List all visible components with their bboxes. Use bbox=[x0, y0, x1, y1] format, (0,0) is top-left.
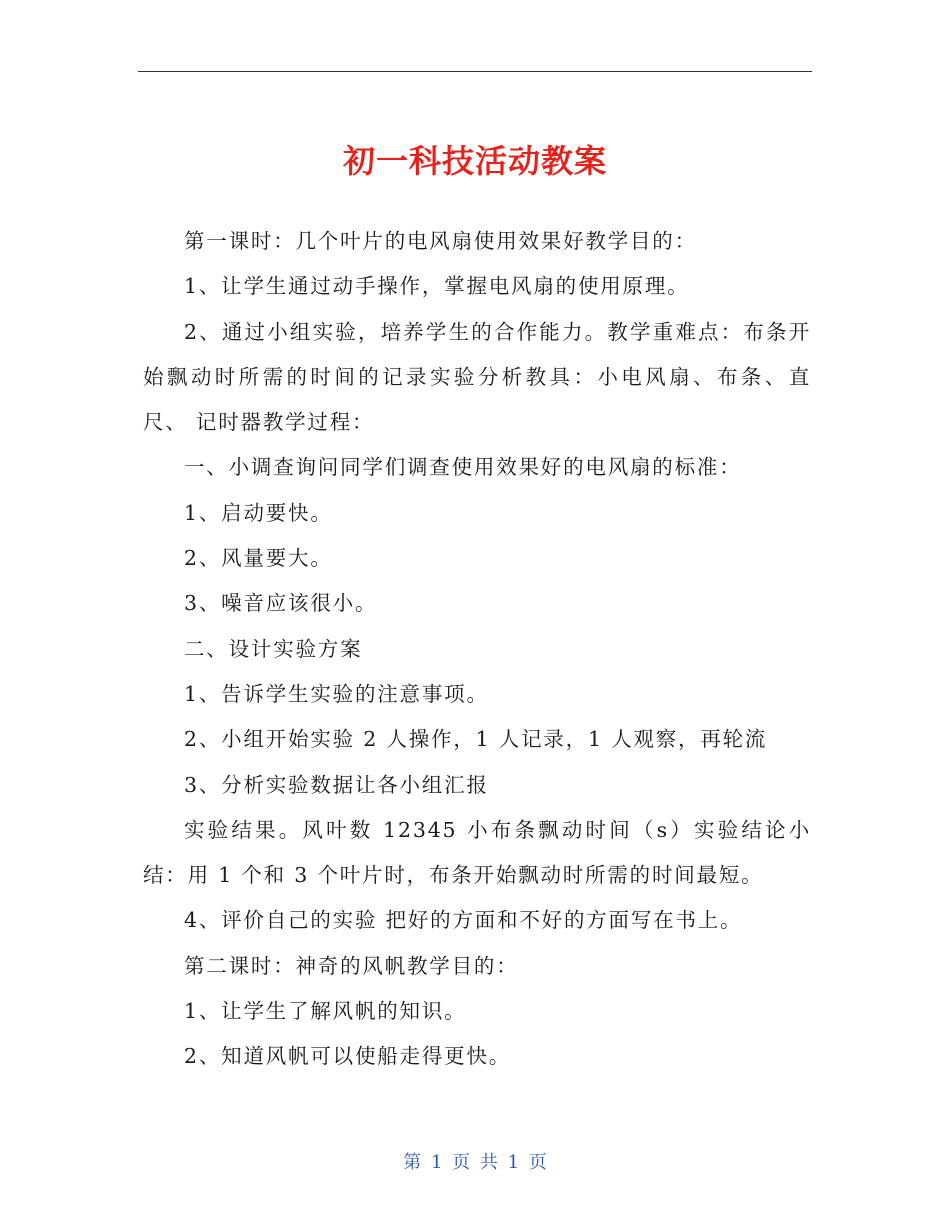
paragraph: 1、让学生通过动手操作，掌握电风扇的使用原理。 bbox=[184, 274, 690, 299]
paragraph: 第二课时：神奇的风帆教学目的： bbox=[184, 953, 519, 978]
paragraph: 1、启动要快。 bbox=[184, 500, 333, 525]
paragraph: 3、分析实验数据让各小组汇报 bbox=[184, 772, 489, 797]
paragraph: 3、噪音应该很小。 bbox=[184, 591, 378, 616]
paragraph: 4、评价自己的实验 把好的方面和不好的方面写在书上。 bbox=[184, 908, 743, 933]
page-number-footer: 第 1 页 共 1 页 bbox=[403, 1152, 547, 1173]
document-body bbox=[143, 219, 811, 1080]
paragraph: 一、小调查询问同学们调查使用效果好的电风扇的标准： bbox=[184, 455, 742, 480]
paragraph: 2、风量要大。 bbox=[184, 546, 333, 571]
paragraph: 2、小组开始实验 2 人操作，1 人记录，1 人观察，再轮流 bbox=[184, 727, 768, 752]
paragraph: 二、设计实验方案 bbox=[184, 636, 363, 661]
paragraph: 1、让学生了解风帆的知识。 bbox=[184, 999, 467, 1024]
header-divider bbox=[138, 71, 812, 72]
paragraph: 1、告诉学生实验的注意事项。 bbox=[184, 681, 489, 706]
paragraph: 第一课时：几个叶片的电风扇使用效果好教学目的： bbox=[184, 229, 697, 253]
paragraph: 2、知道风帆可以使船走得更快。 bbox=[184, 1044, 512, 1069]
paragraph: 实验结果。风叶数 12345 小布条飘动时间（s）实验结论小结：用 1 个和 3 个叶片时，布条开始飘动时所需的时间最短。 bbox=[143, 817, 811, 888]
document-title: 初一科技活动教案 bbox=[342, 142, 607, 181]
paragraph: 2、通过小组实验，培养学生的合作能力。教学重难点：布条开始飘动时所需的时间的记录实验分析教具：小电风扇、布条、直尺、 记时器教学过程： bbox=[143, 319, 811, 435]
